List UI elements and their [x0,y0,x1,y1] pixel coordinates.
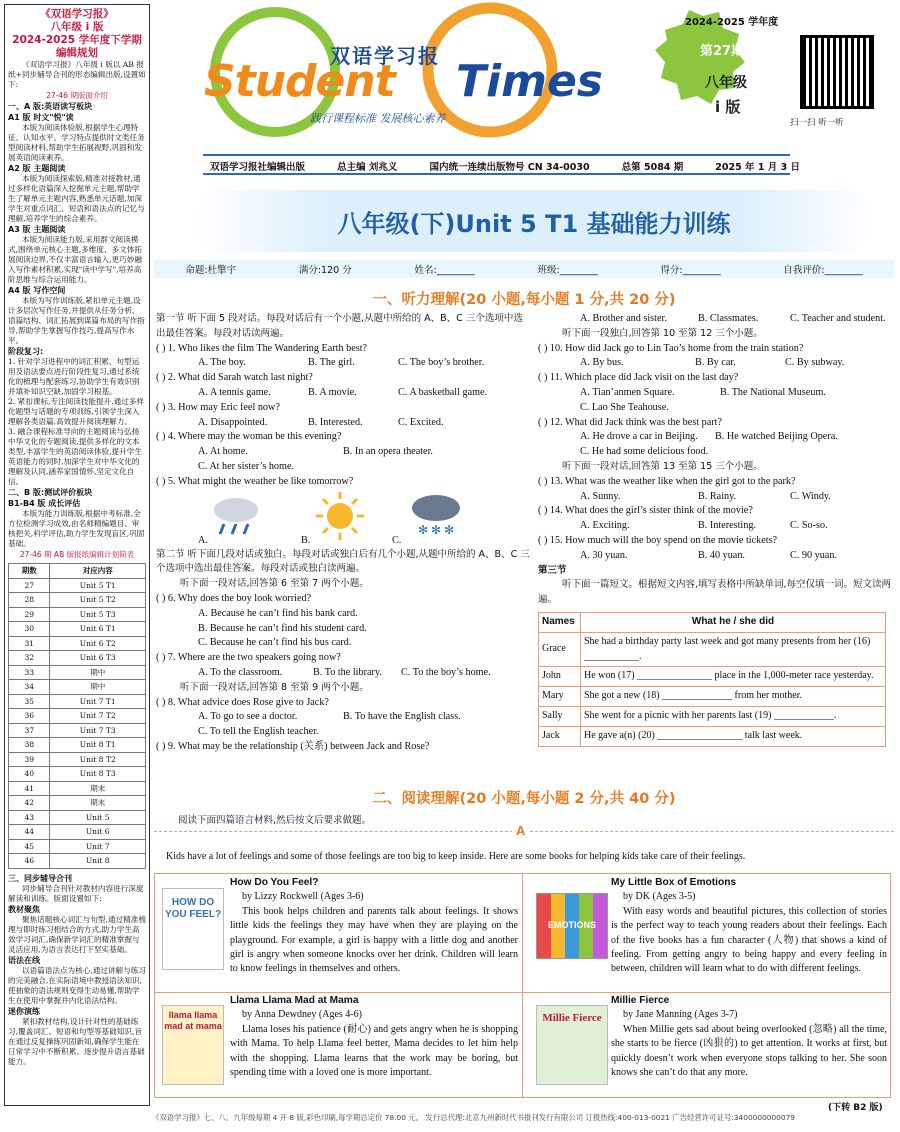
book-author: by Lizzy Rockwell (Ages 3-6) [242,891,364,903]
table-row [539,726,886,746]
student-activity[interactable]: She went for a picnic with her parents last (19) ____________. [581,706,886,726]
student-name: Jack [539,726,581,746]
svg-text:✻ ✻ ✻: ✻ ✻ ✻ [418,522,455,537]
question-2: ( ) 2. What did Sarah watch last night? [156,372,313,384]
table-cell: 期末 [50,796,146,811]
book-cover-llama: llama llama mad at mama [162,1005,224,1085]
table-row [9,622,146,637]
options-14 [538,519,896,534]
sidebar-yf: 语法在线 [8,955,40,965]
table-row [9,752,146,767]
option[interactable]: C. Lao She Teahouse. [580,401,669,413]
option[interactable]: A. The boy. [198,357,246,369]
total-issue: 总第 5084 期 [621,162,684,173]
table-header: Names [539,612,581,632]
table-cell: Unit 7 T1 [50,694,146,709]
option[interactable]: A. To go to see a doctor. [198,711,298,723]
option[interactable]: B. The girl. [308,357,355,369]
option[interactable]: A. Brother and sister. [580,313,667,324]
table-cell: Unit 7 [50,839,146,854]
student-activity[interactable]: He gave a(n) (20) _________________ talk last week. [581,726,886,746]
table-row [539,632,886,667]
options-7 [156,666,532,681]
question-4: ( ) 4. Where may the woman be this evening? [156,431,342,443]
sidebar-mn: 迷你演练 [8,1006,40,1016]
field-score[interactable]: 得分:________ [660,265,721,276]
option[interactable]: C. [392,534,402,546]
question-7: ( ) 7. Where are the two speakers going now? [156,652,341,664]
option[interactable]: B. 40 yuan. [698,549,745,561]
table-row [539,687,886,707]
sidebar-a4-text: 本版为写作训练版,紧扣单元主题,设计多层次写作任务,并提供从任务分析、语篇结构、词汇拓展到谋篇布局的写作指导,帮助学生掌握写作技巧,提高写作水平。 [8,296,145,345]
table-row [9,825,146,840]
table-row [9,781,146,796]
table-row [9,854,146,869]
table-cell: 31 [9,636,50,651]
table-cell: 38 [9,738,50,753]
field-full-score: 满分:120 分 [298,265,352,276]
option[interactable]: A. 30 yuan. [580,549,628,561]
book-description: Llama loses his patience (耐心) and gets angry when he is shopping with Mama. To help Llama feel better, Mama decides to let him help with the shopping. Llama learns that the work may be boring, but spending time with a loved one is more important. [230,1023,518,1079]
monologue-1-note: 听下面一段独白,回答第 10 至第 12 三个小题。 [562,327,763,339]
table-cell: Unit 6 T3 [50,651,146,666]
option[interactable]: C. Windy. [790,490,831,502]
edition-plan-table [8,563,146,869]
table-cell: 29 [9,607,50,622]
field-author: 命题:杜擎宇 [185,265,237,276]
table-row [9,680,146,695]
options-12 [538,430,896,445]
option[interactable]: B. He watched Beijing Opera. [715,431,838,443]
book-description: With easy words and beautiful pictures, this collection of stories is the perfect way to teach young readers about their feelings. Each of the five books has a fun character (人物) that shows a kind of feeling. From getting angry to being happy and every feeling in between, children will learn what to do with different feelings. [611,905,887,975]
option[interactable]: B. By car. [695,357,736,369]
book-cover-how-do-you-feel: HOW DO YOU FEEL? [162,888,224,970]
table-cell: 33 [9,665,50,680]
sidebar-a1: A1 版 时文"悦"读 [8,113,74,122]
table-cell: 46 [9,854,50,869]
option[interactable]: C. Teacher and student. [790,313,886,324]
sidebar-part2: 二、B 版:测试评价板块 [8,488,93,497]
option[interactable]: C. So-so. [790,520,828,532]
snow-cloud-icon [408,492,464,540]
brand-student: Student [204,56,395,107]
table-cell: Unit 8 T2 [50,752,146,767]
book-title: Millie Fierce [611,995,670,1006]
sidebar-a2: A2 版 主题阅读 [8,164,66,173]
option[interactable]: B. The National Museum. [720,386,826,398]
table-cell: 39 [9,752,50,767]
question-11: ( ) 11. Which place did Jack visit on the last day? [538,372,739,384]
option[interactable]: C. To the boy’s home. [401,666,491,678]
table-row [9,709,146,724]
options-8 [156,710,532,725]
table-row [9,738,146,753]
table-header: What he / she did [581,612,886,632]
publisher: 双语学习报社编辑出版 [210,162,306,173]
question-10: ( ) 10. How did Jack go to Lin Tao’s home from the train station? [538,342,804,354]
publish-date: 2025 年 1 月 3 日 [715,162,800,173]
chief-editor: 总主编 刘兆义 [337,162,398,173]
table-cell: 期末 [50,781,146,796]
book-author: by Jane Manning (Ages 3-7) [623,1009,738,1021]
edition-label: i 版 [715,98,741,116]
header-fields [154,260,894,278]
part1-intro: 第一节 听下面 5 段对话。每段对话后有一个小题,从题中所给的 A、B、C 三个选项中选出最佳答案。每段对话读两遍。 [156,313,523,339]
option[interactable]: C. To tell the English teacher. [198,726,319,738]
table-row [9,810,146,825]
book-title: My Little Box of Emotions [611,877,737,888]
option[interactable]: B. Because he can’t find his student card. [198,622,367,634]
serial-number: 国内统一连续出版物号 CN 34-0030 [429,162,590,173]
dialogue-2-note: 听下面一段对话,回答第 8 至第 9 两个小题。 [180,681,369,693]
table-cell: Unit 8 T1 [50,738,146,753]
table-row [9,607,146,622]
option[interactable]: B. Interested. [308,416,363,428]
student-activity[interactable]: He won (17) _______________ place in the 1,000-meter race yesterday. [581,667,886,687]
table-row [9,839,146,854]
sidebar-jc-text: 聚焦话题核心词汇与句型,通过精准梳理与即时练习相结合的方式,助力学生高效学习词汇,确保新学词汇的精准掌握与灵活应用,为语言表达打下坚实基础。 [8,914,146,954]
sidebar-part3: 三、同步辅导合刊 [8,873,72,883]
option[interactable]: B. Interesting. [698,520,757,532]
question-15: ( ) 15. How much will the boy spend on the movie tickets? [538,534,778,546]
option[interactable]: C. 90 yuan. [790,549,837,561]
options-15 [538,549,896,564]
book-entry [611,994,887,1080]
field-self-eval[interactable]: 自我评价:________ [783,265,863,276]
masthead [160,0,896,178]
option[interactable]: A. A tennis game. [198,386,271,398]
table-cell: 30 [9,622,50,637]
student-activity[interactable]: She had a birthday party last week and got many presents from her (16) ___________. [581,632,886,667]
table-row [539,706,886,726]
book-description: This book helps children and parents talk about feelings. It shows little kids the feelings they may have when they are playing on the playground. For example, a girl is happy with a little dog and another girl is angry when someone knocks over her drink. Children will learn to know feelings in themselves and others. [230,905,518,975]
option[interactable]: B. Classmates. [698,313,759,324]
question-9: ( ) 9. What may be the relationship (关系) between Jack and Rose? [156,740,430,752]
sidebar-a2-text: 本版为阅读探索版,精准对接教材,通过多样化语篇深入挖掘单元主题,帮助学生了解单元主题内容,熟悉单元话题,加深学生对重点词汇、短语和语法点的记忆与理解,培养学生的综合素养。 [8,174,145,223]
option[interactable]: A. Disappointed. [198,416,268,428]
table-row [9,767,146,782]
slogan: 践行课程标准 发展核心素养 [310,112,446,125]
sidebar-title-plan: 编辑规划 [56,47,98,59]
table-cell: 32 [9,651,50,666]
sidebar-range: 27-46 期版面介绍 [46,91,108,100]
option[interactable]: C. He had some delicious food. [580,446,709,458]
sidebar-title-grade: 八年级 i 版 [50,21,104,33]
option[interactable]: A. To the classroom. [198,666,283,678]
table-cell: 期中 [50,665,146,680]
option[interactable]: A. [198,534,208,546]
sidebar-a3-text: 本版为阅读能力版,采用群文阅读模式,围绕单元核心主题,多维度、多文体拓展阅读边界,不仅丰富语言输入,更巧妙融入写作素材积累,实现"读中学写",培养高阶思维与综合运用能力。 [8,235,142,284]
table-cell: 35 [9,694,50,709]
table-cell: 45 [9,839,50,854]
student-name: John [539,667,581,687]
table-cell: Unit 5 [50,810,146,825]
dialogue-4-note: 听下面一段对话,回答第 13 至第 15 三个小题。 [562,460,763,472]
table-cell: 44 [9,825,50,840]
option[interactable]: A. Exciting. [580,520,630,532]
edition-plan-sidebar [4,4,150,1106]
fill-in-table [538,612,886,747]
option[interactable]: C. By subway. [785,357,845,369]
sidebar-b1: B1-B4 版 成长评估 [8,499,81,508]
options-11 [538,386,896,401]
table-header: 对应内容 [50,564,146,579]
listening-right-column [538,312,896,747]
option[interactable]: B. To have the English class. [343,711,461,723]
options-9 [538,312,896,327]
option[interactable]: C. A basketball game. [398,386,488,398]
table-row [9,723,146,738]
sidebar-stage-2: 2. 紧扣课标,专注阅读技能提升,通过多样化题型与话题的专项训练,引领学生深入理解各类语篇,高效提升阅读理解力。 [8,397,144,426]
table-row [9,796,146,811]
option[interactable]: A. Sunny. [580,490,621,502]
listening-left-column [156,312,532,755]
book-entry [611,876,887,977]
table-cell: 28 [9,593,50,608]
weather-options [156,490,532,548]
option[interactable]: B. To the library. [313,666,382,678]
divider [522,873,523,1098]
sidebar-plan-title: 27-46 期 AB 版报纸编辑计划简表 [19,550,135,559]
table-row [9,651,146,666]
sidebar-part3-text: 同步辅导合刊针对教材内容进行深度解读和训练。版面设置如下: [8,883,144,903]
option[interactable]: C. Excited. [398,416,444,428]
table-row [9,694,146,709]
reading-intro: 阅读下面四篇语言材料,然后按文后要求做题。 [178,815,372,826]
sidebar-stage-1: 1. 针对学习进程中的词汇积累、句型运用及语法要点进行阶段性复习,通过系统化的梳理与配套练习,协助学生有效识别并填补知识空缺,加固学习根基。 [8,357,140,396]
sidebar-a3: A3 版 主题阅读 [8,225,66,234]
sidebar-title-term: 2024-2025 学年度下学期 [12,34,142,46]
options-4 [156,445,532,460]
table-row [539,667,886,687]
table-row [9,636,146,651]
book-author: by DK (Ages 3-5) [623,891,696,903]
options-3 [156,416,532,431]
section-listening-title: 一、听力理解(20 小题,每小题 1 分,共 20 分) [372,292,676,308]
sun-icon [314,490,366,542]
book-title: How Do You Feel? [230,877,319,888]
table-cell: Unit 5 T1 [50,578,146,593]
book-cover-millie: Millie Fierce [536,1005,608,1085]
sidebar-stage-3: 3. 融合课程标准导向的主题阅读与弘扬中华文化的专题阅读,提供多样化的文本类型,丰富学生的英语阅读体验,提升学生英语能力的同时,加深学生对中华文化的理解及认同,涵养家国情怀,坚定文化自信。 [8,427,142,486]
table-cell: Unit 7 T2 [50,709,146,724]
question-14: ( ) 14. What does the girl’s sister think of the movie? [538,505,753,517]
divider [154,992,891,993]
part3-title: 第三节 [538,564,567,576]
table-cell: 42 [9,796,50,811]
question-1: ( ) 1. Who likes the film The Wandering Earth best? [156,342,368,354]
table-cell: 27 [9,578,50,593]
rain-cloud-icon [208,494,264,538]
sidebar-part1: 一、A 版:英语读写板块 [8,102,93,111]
book-cover-emotions: EMOTIONS [536,893,608,959]
table-cell: 41 [9,781,50,796]
question-5: ( ) 5. What might the weather be like tomorrow? [156,475,354,487]
sidebar-mn-text: 紧扣教材结构,设计针对性的基础练习,覆盖词汇、短语和句型等基础知识,旨在通过反复操练巩固新知,确保学生能在日常学习中不断积累、逐步提升语言基础能力。 [8,1016,145,1066]
question-8: ( ) 8. What advice does Rose give to Jack? [156,696,329,708]
student-name: Mary [539,687,581,707]
sidebar-stage: 阶段复习: [8,347,44,356]
table-cell: Unit 8 [50,854,146,869]
option[interactable]: B. A movie. [308,386,357,398]
table-cell: Unit 8 T3 [50,767,146,782]
field-name[interactable]: 姓名:________ [414,265,475,276]
option[interactable]: A. Tian’anmen Square. [580,386,675,398]
student-activity[interactable]: She got a new (18) ______________ from her mother. [581,687,886,707]
qr-code-icon[interactable] [800,35,874,109]
book-entry [230,994,518,1080]
part2-intro: 第二节 听下面几段对话或独白。每段对话或独白后有几个小题,从题中所给的 A、B、C 三个选项中选出最佳答案。每段对话或独白读两遍。 [156,548,530,575]
option[interactable]: A. He drove a car in Beijing. [580,431,698,443]
option[interactable]: B. [301,534,311,546]
student-name: Sally [539,706,581,726]
worksheet-title: 八年级(下)Unit 5 T1 基础能力训练 [337,210,731,238]
question-13: ( ) 13. What was the weather like when the girl got to the park? [538,475,796,487]
option[interactable]: C. The boy’s brother. [398,357,485,369]
table-cell: Unit 7 T3 [50,723,146,738]
option[interactable]: A. Because he can’t find his bank card. [198,607,358,619]
table-cell: 期中 [50,680,146,695]
grade-label: 八年级 [705,75,747,91]
book-title: Llama Llama Mad at Mama [230,995,359,1006]
section-reading-title: 二、阅读理解(20 小题,每小题 2 分,共 40 分) [372,791,676,807]
passage-letter: A [512,823,529,838]
continue-note: (下转 B2 版) [828,1103,883,1113]
options-13 [538,490,896,505]
table-cell: 37 [9,723,50,738]
table-cell: Unit 6 T1 [50,622,146,637]
sidebar-a4: A4 版 写作空间 [8,286,66,295]
table-cell: 34 [9,680,50,695]
field-class[interactable]: 班级:________ [537,265,598,276]
table-cell: 36 [9,709,50,724]
option[interactable]: A. By bus. [580,357,624,369]
options-2 [156,386,532,401]
option[interactable]: C. Because he can’t find his bus card. [198,637,352,649]
paper-cn-title: 双语学习报 [330,44,440,68]
sidebar-b1-text: 本版为能力训练版,根据中考标准,全方位检测学习成效,由名师精编题目、审核把关,科学评估,助力学生发现盲区,巩固基础。 [8,509,145,548]
school-year: 2024-2025 学年度 [685,17,779,28]
book-entry [230,876,518,977]
sidebar-title: 《双语学习报》 [40,8,114,20]
table-cell: 40 [9,767,50,782]
table-row [9,593,146,608]
table-cell: Unit 5 T2 [50,593,146,608]
table-cell: Unit 6 [50,825,146,840]
sidebar-intro: 《双语学习报》八年级 i 版以 AB 报纸+同步辅导合刊的形态编辑出版,设置如下: [8,60,146,89]
table-cell: Unit 5 T3 [50,607,146,622]
passage-lead: Kids have a lot of feelings and some of those feelings are too big to keep inside. Here are some books for helping kids take care of their feelings. [166,851,746,862]
book-description: When Millie gets sad about being overlooked (忽略) all the time, she starts to be fierce (凶狠的) to get attention. It works at first, but quickly doesn’t work when everyone stops talking to her. She soon knows she can’t do that any more. [611,1023,887,1079]
question-3: ( ) 3. How may Eric feel now? [156,401,280,413]
qr-caption: 扫一扫 听一听 [790,118,844,128]
dialogue-1-note: 听下面一段对话,回答第 6 至第 7 两个小题。 [180,578,369,590]
part3-intro: 听下面一篇短文。根据短文内容,填写表格中所缺单词,每空仅填一词。短文读两遍。 [538,579,892,606]
book-author: by Anna Dewdney (Ages 4-6) [242,1009,362,1021]
option[interactable]: B. In an opera theater. [343,446,433,458]
table-cell: 43 [9,810,50,825]
options-10 [538,356,896,371]
table-row [9,665,146,680]
sidebar-a1-text: 本版为阅读体验版,根据学生心理特征、认知水平、学习特点提供时文类任务型阅读材料,帮助学生拓展视野,巩固和发展英语阅读素养。 [8,123,145,162]
option[interactable]: B. Rainy. [698,490,737,502]
options-1 [156,356,532,371]
footer-info: 《双语学习报》七、八、九年级每期 4 开 8 版,彩色印刷,每学期总定价 78.00 元。 发行总代理:北京九州新时代书报刊发行有限公司 订报热线:400-013-0021 广告经营许可证号:3400000000079 [152,1113,795,1122]
student-name: Grace [539,632,581,667]
option[interactable]: C. At her sister’s home. [198,460,295,472]
question-12: ( ) 12. What did Jack think was the best part? [538,416,722,428]
table-row [9,578,146,593]
sidebar-yf-text: 以语篇语法点为核心,通过讲解与练习的完美融合,在实际语境中教授语法知识,使抽象的语法规则变得生动易懂,帮助学生在使用中掌握并内化语法结构。 [8,965,146,1005]
table-cell: Unit 6 T2 [50,636,146,651]
brand-times: Times [456,56,603,107]
table-header: 期数 [9,564,50,579]
sidebar-jc: 教材聚焦 [8,904,40,914]
question-6: ( ) 6. Why does the boy look worried? [156,592,312,604]
issue-number: 第27期 [700,44,745,59]
publication-info [210,159,800,173]
option[interactable]: A. At home. [198,446,248,458]
